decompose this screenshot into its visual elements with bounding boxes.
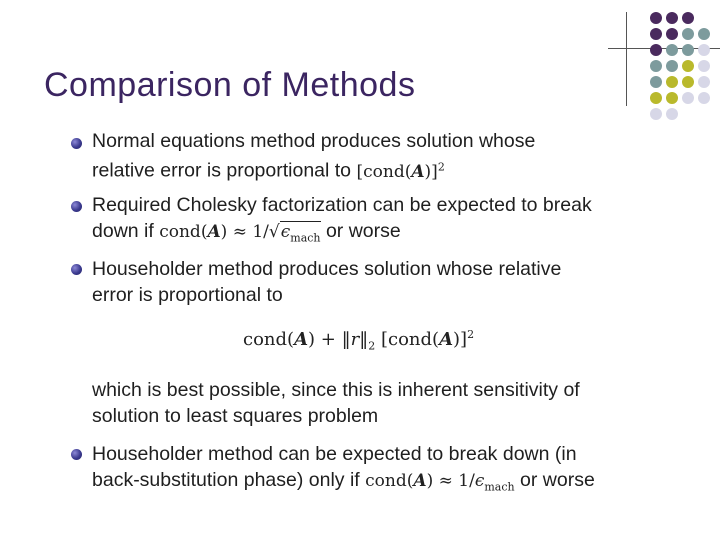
bullet-3-line-2: error is proportional to [92,284,283,306]
decor-dot [698,28,710,40]
decor-dot [650,28,662,40]
bullet-4-line-1: Householder method can be expected to break down (in [92,443,577,465]
decor-dot [650,44,662,56]
decor-dot [698,92,710,104]
decor-dot [698,44,710,56]
cholesky-break-expr: cond(A) ≈ $1/√\epsilon_{mach}$ [159,222,321,245]
bullet-marker [71,138,82,149]
decor-dot [682,44,694,56]
decor-dot [682,12,694,24]
decor-dot [666,60,678,72]
householder-error-equation: cond(A) + $‖r‖_2$ [cond(A)]$^2$ [243,328,475,353]
decor-dot [682,76,694,88]
decor-dot [698,60,710,72]
cond-squared-expr: [cond(A)]$^2$ [356,160,445,182]
decor-vertical-line [626,12,627,106]
householder-break-expr: cond(A) ≈ $1/\epsilon_{mach}$ [365,471,515,494]
slide-title: Comparison of Methods [44,66,416,104]
continuation-line-1: which is best possible, since this is inherent sensitivity of [92,379,580,401]
decor-dot [666,76,678,88]
decor-dot [682,92,694,104]
bullet-marker [71,201,82,212]
bullet-2-line-2: down if cond(A) ≈ $1/√\epsilon_{mach}$ or worse [92,220,401,245]
decor-dot [650,12,662,24]
continuation-line-2: solution to least squares problem [92,405,379,427]
decor-dot [682,60,694,72]
decor-dot [666,44,678,56]
bullet-1-line-2 [92,155,445,184]
decor-dot [682,28,694,40]
decor-dot [698,76,710,88]
bullet-3-line-1: Householder method produces solution whose relative [92,258,562,280]
decor-dot [650,108,662,120]
bullet-1-text: relative error is proportional to [92,159,352,182]
bullet-2-line-1: Required Cholesky factorization can be expected to break [92,194,592,216]
bullet-marker [71,449,82,460]
decor-dot [666,28,678,40]
decor-dot [650,92,662,104]
decor-dot [666,92,678,104]
bullet-marker [71,264,82,275]
bullet-4-line-2: back-substitution phase) only if cond(A) ≈ $1/\epsilon_{mach}$ or worse [92,469,595,494]
decor-dot [650,76,662,88]
bullet-1-line-1: Normal equations method produces solution whose [92,130,536,152]
decor-dot [650,60,662,72]
decor-dot [666,108,678,120]
decor-dot [666,12,678,24]
